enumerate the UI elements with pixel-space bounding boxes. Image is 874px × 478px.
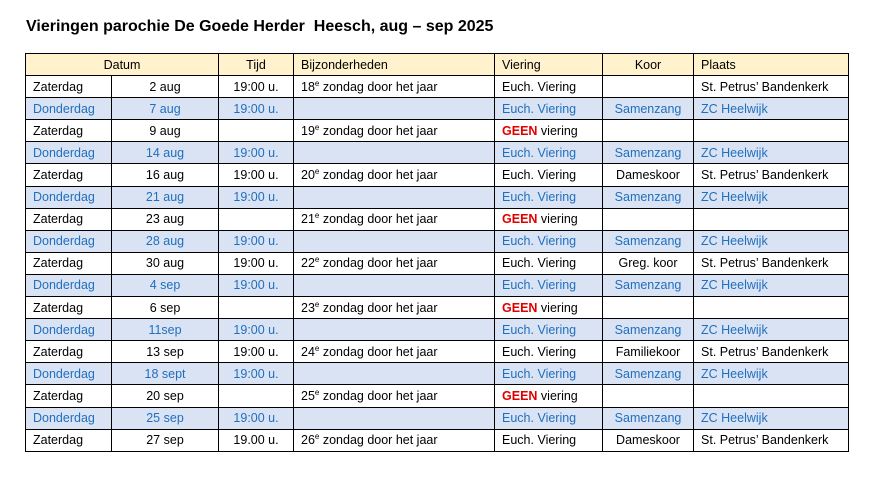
cell-time: 19:00 u. <box>219 319 294 341</box>
cell-plaats: St. Petrus’ Bandenkerk <box>694 252 849 274</box>
cell-bijzonderheden <box>294 341 495 363</box>
cell-date: 21 aug <box>112 186 219 208</box>
cell-viering <box>495 252 603 274</box>
cell-bijzonderheden <box>294 319 495 341</box>
special-text: zondag door het jaar <box>319 212 438 227</box>
table-row <box>26 274 849 296</box>
week-number: 25 <box>301 388 315 403</box>
cell-bijzonderheden <box>294 208 495 230</box>
special-text: zondag door het jaar <box>319 344 438 359</box>
cell-viering <box>495 76 603 98</box>
viering-text: Euch. Viering <box>502 101 577 116</box>
cell-viering <box>495 363 603 385</box>
cell-plaats <box>694 385 849 407</box>
viering-text: Euch. Viering <box>502 190 577 205</box>
cell-koor <box>603 76 694 98</box>
geen-label: GEEN <box>502 123 538 138</box>
viering-text: Euch. Viering <box>502 433 577 448</box>
cell-viering <box>495 407 603 429</box>
cell-koor: Samenzang <box>603 230 694 252</box>
cell-bijzonderheden <box>294 363 495 385</box>
cell-plaats: ZC Heelwijk <box>694 274 849 296</box>
cell-time <box>219 208 294 230</box>
cell-time <box>219 385 294 407</box>
cell-time: 19:00 u. <box>219 230 294 252</box>
cell-bijzonderheden <box>294 142 495 164</box>
cell-date: 18 sept <box>112 363 219 385</box>
special-text: zondag door het jaar <box>319 256 438 271</box>
cell-bijzonderheden <box>294 186 495 208</box>
viering-text: Euch. Viering <box>502 256 577 271</box>
cell-bijzonderheden <box>294 297 495 319</box>
viering-text: Euch. Viering <box>502 344 577 359</box>
cell-plaats: ZC Heelwijk <box>694 363 849 385</box>
cell-day: Zaterdag <box>26 341 112 363</box>
cell-day: Zaterdag <box>26 385 112 407</box>
table-row <box>26 164 849 186</box>
cell-bijzonderheden <box>294 164 495 186</box>
cell-viering <box>495 142 603 164</box>
special-text: zondag door het jaar <box>319 168 438 183</box>
cell-viering <box>495 274 603 296</box>
cell-koor: Dameskoor <box>603 429 694 451</box>
cell-plaats: ZC Heelwijk <box>694 186 849 208</box>
ordinal-suffix: e <box>314 166 320 176</box>
cell-time <box>219 120 294 142</box>
table-header-row <box>26 54 849 76</box>
header-koor: Koor <box>603 54 694 76</box>
cell-bijzonderheden <box>294 274 495 296</box>
cell-time: 19:00 u. <box>219 186 294 208</box>
cell-plaats: St. Petrus’ Bandenkerk <box>694 429 849 451</box>
cell-koor <box>603 297 694 319</box>
table-row <box>26 385 849 407</box>
cell-bijzonderheden <box>294 98 495 120</box>
special-text: zondag door het jaar <box>319 123 438 138</box>
cell-bijzonderheden <box>294 120 495 142</box>
cell-day: Zaterdag <box>26 297 112 319</box>
ordinal-suffix: e <box>314 211 320 221</box>
cell-day: Donderdag <box>26 274 112 296</box>
cell-date: 27 sep <box>112 429 219 451</box>
cell-time: 19:00 u. <box>219 252 294 274</box>
cell-day: Zaterdag <box>26 120 112 142</box>
cell-time: 19:00 u. <box>219 76 294 98</box>
cell-time: 19:00 u. <box>219 274 294 296</box>
geen-label: GEEN <box>502 212 538 227</box>
table-row <box>26 76 849 98</box>
cell-time: 19:00 u. <box>219 341 294 363</box>
table-row <box>26 363 849 385</box>
cell-koor: Samenzang <box>603 274 694 296</box>
cell-plaats: ZC Heelwijk <box>694 142 849 164</box>
cell-plaats: St. Petrus’ Bandenkerk <box>694 76 849 98</box>
cell-plaats <box>694 297 849 319</box>
table-row <box>26 252 849 274</box>
cell-plaats: ZC Heelwijk <box>694 98 849 120</box>
geen-label: GEEN <box>502 300 538 315</box>
viering-text: Euch. Viering <box>502 79 577 94</box>
cell-viering <box>495 297 603 319</box>
cell-date: 11sep <box>112 319 219 341</box>
table-row <box>26 429 849 451</box>
cell-koor: Greg. koor <box>603 252 694 274</box>
cell-date: 16 aug <box>112 164 219 186</box>
cell-day: Zaterdag <box>26 76 112 98</box>
week-number: 20 <box>301 168 315 183</box>
cell-viering <box>495 341 603 363</box>
cell-bijzonderheden <box>294 407 495 429</box>
cell-viering <box>495 429 603 451</box>
week-number: 21 <box>301 212 315 227</box>
cell-plaats <box>694 208 849 230</box>
table-row <box>26 98 849 120</box>
cell-day: Zaterdag <box>26 252 112 274</box>
cell-plaats: ZC Heelwijk <box>694 407 849 429</box>
viering-text: viering <box>537 300 578 315</box>
cell-date: 28 aug <box>112 230 219 252</box>
viering-text: Euch. Viering <box>502 278 577 293</box>
cell-viering <box>495 319 603 341</box>
cell-viering <box>495 164 603 186</box>
cell-day: Zaterdag <box>26 164 112 186</box>
cell-bijzonderheden <box>294 76 495 98</box>
table-row <box>26 297 849 319</box>
schedule-body <box>26 76 849 452</box>
schedule-table <box>25 53 849 452</box>
cell-date: 9 aug <box>112 120 219 142</box>
viering-text: Euch. Viering <box>502 411 577 426</box>
cell-plaats: ZC Heelwijk <box>694 319 849 341</box>
cell-plaats: ZC Heelwijk <box>694 230 849 252</box>
cell-plaats: St. Petrus’ Bandenkerk <box>694 164 849 186</box>
cell-viering <box>495 186 603 208</box>
cell-viering <box>495 120 603 142</box>
header-bijzonderheden: Bijzonderheden <box>294 54 495 76</box>
cell-time <box>219 297 294 319</box>
cell-date: 6 sep <box>112 297 219 319</box>
week-number: 22 <box>301 256 315 271</box>
week-number: 24 <box>301 344 315 359</box>
cell-day: Donderdag <box>26 407 112 429</box>
cell-koor: Samenzang <box>603 98 694 120</box>
week-number: 19 <box>301 123 315 138</box>
geen-label: GEEN <box>502 388 538 403</box>
cell-date: 30 aug <box>112 252 219 274</box>
header-plaats: Plaats <box>694 54 849 76</box>
cell-time: 19:00 u. <box>219 407 294 429</box>
cell-day: Donderdag <box>26 363 112 385</box>
table-row <box>26 186 849 208</box>
cell-day: Zaterdag <box>26 429 112 451</box>
viering-text: Euch. Viering <box>502 234 577 249</box>
cell-plaats: St. Petrus’ Bandenkerk <box>694 341 849 363</box>
cell-date: 7 aug <box>112 98 219 120</box>
table-row <box>26 341 849 363</box>
cell-koor <box>603 208 694 230</box>
cell-date: 13 sep <box>112 341 219 363</box>
viering-text: viering <box>537 212 578 227</box>
special-text: zondag door het jaar <box>319 433 438 448</box>
cell-bijzonderheden <box>294 230 495 252</box>
cell-viering <box>495 98 603 120</box>
viering-text: viering <box>537 388 578 403</box>
ordinal-suffix: e <box>314 343 320 353</box>
ordinal-suffix: e <box>314 387 320 397</box>
cell-koor: Samenzang <box>603 407 694 429</box>
week-number: 23 <box>301 300 315 315</box>
viering-text: Euch. Viering <box>502 168 577 183</box>
cell-koor: Familiekoor <box>603 341 694 363</box>
cell-date: 20 sep <box>112 385 219 407</box>
cell-date: 23 aug <box>112 208 219 230</box>
cell-date: 4 sep <box>112 274 219 296</box>
table-row <box>26 208 849 230</box>
cell-day: Donderdag <box>26 186 112 208</box>
table-row <box>26 230 849 252</box>
ordinal-suffix: e <box>314 431 320 441</box>
header-viering: Viering <box>495 54 603 76</box>
viering-text: viering <box>537 123 578 138</box>
cell-viering <box>495 230 603 252</box>
cell-koor <box>603 120 694 142</box>
table-row <box>26 142 849 164</box>
header-tijd: Tijd <box>219 54 294 76</box>
page-title: Vieringen parochie De Goede Herder Heesch, aug – sep 2025 <box>26 18 494 35</box>
cell-date: 25 sep <box>112 407 219 429</box>
cell-koor: Dameskoor <box>603 164 694 186</box>
cell-date: 2 aug <box>112 76 219 98</box>
cell-day: Donderdag <box>26 142 112 164</box>
cell-day: Donderdag <box>26 98 112 120</box>
cell-koor: Samenzang <box>603 363 694 385</box>
cell-koor: Samenzang <box>603 142 694 164</box>
cell-date: 14 aug <box>112 142 219 164</box>
ordinal-suffix: e <box>314 299 320 309</box>
viering-text: Euch. Viering <box>502 366 577 381</box>
cell-day: Donderdag <box>26 230 112 252</box>
cell-koor: Samenzang <box>603 186 694 208</box>
cell-time: 19:00 u. <box>219 164 294 186</box>
table-row <box>26 407 849 429</box>
cell-time: 19:00 u. <box>219 363 294 385</box>
cell-bijzonderheden <box>294 429 495 451</box>
week-number: 26 <box>301 433 315 448</box>
cell-day: Zaterdag <box>26 208 112 230</box>
ordinal-suffix: e <box>314 255 320 265</box>
cell-bijzonderheden <box>294 385 495 407</box>
cell-day: Donderdag <box>26 319 112 341</box>
cell-koor <box>603 385 694 407</box>
special-text: zondag door het jaar <box>319 388 438 403</box>
cell-plaats <box>694 120 849 142</box>
cell-koor: Samenzang <box>603 319 694 341</box>
ordinal-suffix: e <box>314 78 320 88</box>
cell-bijzonderheden <box>294 252 495 274</box>
cell-time: 19:00 u. <box>219 98 294 120</box>
header-datum: Datum <box>26 54 219 76</box>
cell-time: 19:00 u. <box>219 142 294 164</box>
special-text: zondag door het jaar <box>319 300 438 315</box>
special-text: zondag door het jaar <box>319 79 438 94</box>
viering-text: Euch. Viering <box>502 145 577 160</box>
week-number: 18 <box>301 79 315 94</box>
table-row <box>26 319 849 341</box>
cell-viering <box>495 208 603 230</box>
cell-time: 19.00 u. <box>219 429 294 451</box>
viering-text: Euch. Viering <box>502 322 577 337</box>
table-row <box>26 120 849 142</box>
cell-viering <box>495 385 603 407</box>
ordinal-suffix: e <box>314 122 320 132</box>
